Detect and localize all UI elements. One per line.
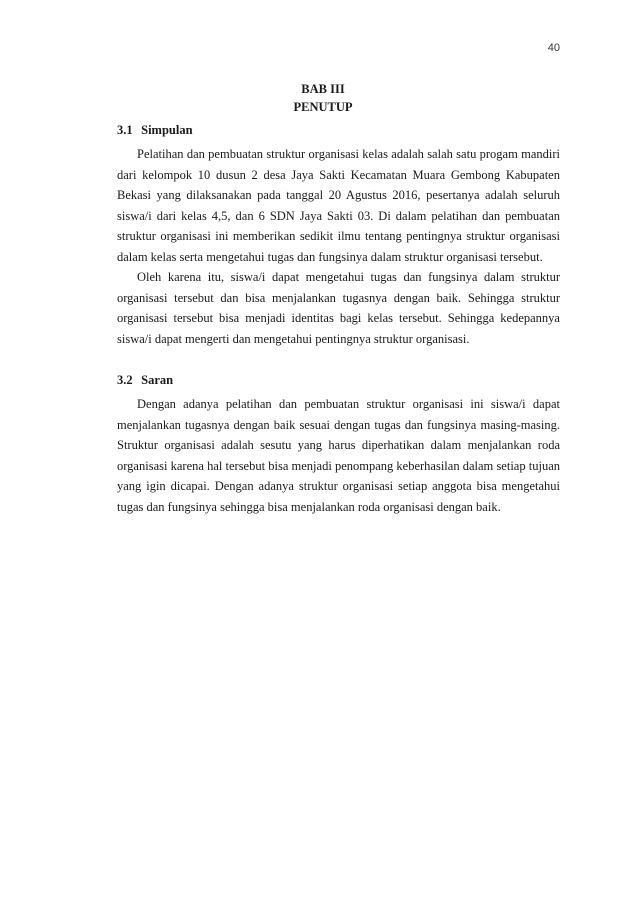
- chapter-title: PENUTUP: [293, 100, 353, 114]
- section-heading: [117, 121, 560, 139]
- section-heading: [117, 371, 560, 389]
- chapter-heading: [0, 80, 638, 116]
- page-number: 40: [547, 42, 560, 54]
- paragraph: Pelatihan dan pembuatan struktur organisasi kelas adalah salah satu progam mandiri dari kelompok 10 dusun 2 desa Jaya Sakti Kecamatan Muara Gembong Kabupaten Bekasi yang dilaksanakan pada tanggal 20 Agustus 2016, pesertanya adalah seluruh siswa/i dari kelas 4,5, dan 6 SDN Jaya Sakti 03. Di dalam pelatihan dan pembuatan struktur organisasi ini memberikan sedikit ilmu tentang pentingnya struktur organisasi dalam kelas serta mengetahui tugas dan fungsinya dalam struktur organisasi tersebut.: [117, 147, 560, 264]
- section-title: Saran: [141, 373, 174, 387]
- section-number: 3.2: [117, 373, 133, 387]
- section-saran: [117, 371, 560, 517]
- paragraph: Oleh karena itu, siswa/i dapat mengetahui tugas dan fungsinya dalam struktur organisasi tersebut dan bisa menjalankan tugasnya dengan baik. Sehingga struktur organisasi tersebut bisa menjadi identitas bagi kelas tersebut. Sehingga kedepannya siswa/i dapat mengerti dan mengetahui pentingnya struktur organisasi.: [117, 270, 560, 346]
- section-title: Simpulan: [141, 123, 193, 137]
- paragraph: Dengan adanya pelatihan dan pembuatan struktur organisasi ini siswa/i dapat menjalankan tugasnya dengan baik sesuai dengan tugas dan fungsinya masing-masing. Struktur organisasi adalah sesutu yang harus diperhatikan dalam menjalankan roda organisasi karena hal tersebut bisa menjadi penompang keberhasilan dalam setiap tujuan yang igin dicapai. Dengan adanya struktur organisasi setiap anggota bisa mengetahui tugas dan fungsinya sehingga bisa menjalankan roda organisasi dengan baik.: [117, 397, 560, 514]
- section-number: 3.1: [117, 123, 133, 137]
- chapter-label: BAB III: [301, 82, 345, 96]
- section-simpulan: [117, 121, 560, 349]
